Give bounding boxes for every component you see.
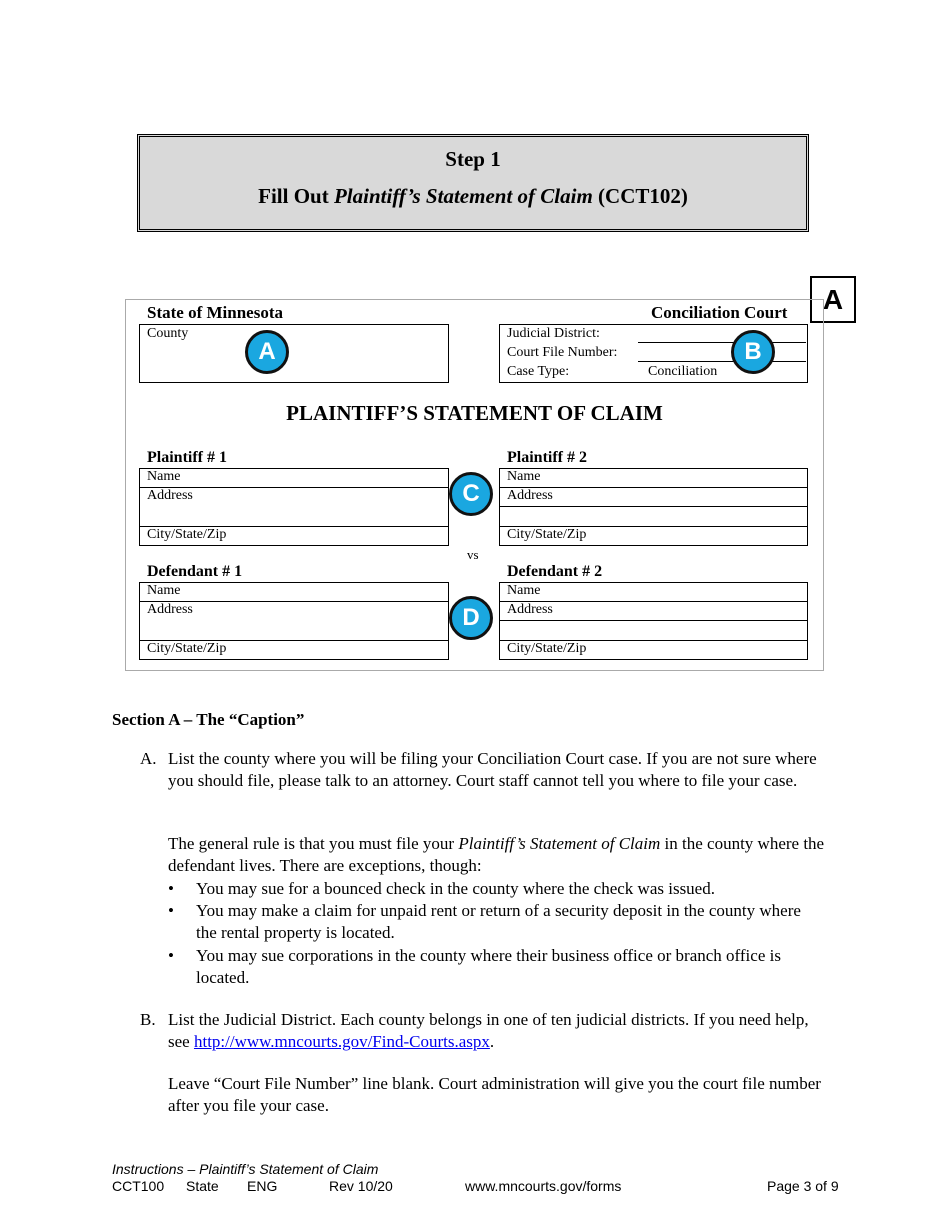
defendant-1-heading: Defendant # 1 [147, 563, 243, 580]
address-label: Address [507, 488, 553, 503]
step-instruction-suffix: (CCT102) [592, 184, 688, 208]
step-instruction [140, 184, 806, 209]
footer-revision: Rev 10/20 [329, 1178, 393, 1194]
versus-label: vs [467, 547, 479, 562]
defendant-1-fields [139, 582, 449, 660]
county-label: County [147, 326, 189, 341]
badge-d: D [449, 596, 493, 640]
item-b-text-prefix: List the Judicial District. Each county belongs in one of ten judicial districts. If you need help, see [168, 1010, 809, 1051]
name-label: Name [507, 583, 541, 598]
general-rule-prefix: The general rule is that you must file your [168, 834, 459, 853]
general-rule-paragraph [168, 833, 828, 877]
form-title: PLAINTIFF’S STATEMENT OF CLAIM [286, 401, 663, 425]
badge-a: A [245, 330, 289, 374]
general-rule-form-name: Plaintiff’s Statement of Claim [458, 834, 661, 853]
address-line-2 [140, 507, 448, 527]
section-heading: Section A – The “Caption” [112, 710, 305, 729]
item-b-text [168, 1009, 833, 1053]
step-instruction-prefix: Fill Out [258, 184, 334, 208]
address-row [140, 602, 448, 621]
leave-blank-paragraph: Leave “Court File Number” line blank. Court administration will give you the court file number after you file your case. [168, 1074, 821, 1115]
address-line-2 [140, 621, 448, 641]
name-row [140, 583, 448, 602]
address-line-2 [500, 621, 807, 641]
plaintiff-2-fields [499, 468, 808, 546]
name-row [140, 469, 448, 488]
footer-doc-title: Instructions – Plaintiff’s Statement of Claim [112, 1161, 379, 1177]
bullet-2-marker: • [168, 901, 174, 920]
court-file-number-line [638, 361, 806, 362]
city-label: City/State/Zip [507, 641, 587, 656]
judicial-district-line [638, 342, 806, 343]
name-label: Name [507, 469, 541, 484]
bullet-3-marker: • [168, 946, 174, 965]
step-banner [137, 134, 809, 232]
item-b-text-suffix: . [489, 1032, 495, 1051]
address-row [500, 602, 807, 621]
form-state-label: State of Minnesota [147, 303, 283, 322]
plaintiff-1-heading: Plaintiff # 1 [147, 449, 227, 466]
step-title: Step 1 [445, 147, 501, 171]
plaintiff-1-fields [139, 468, 449, 546]
plaintiff-2-heading: Plaintiff # 2 [507, 449, 587, 466]
footer-language: ENG [247, 1178, 278, 1194]
address-row [500, 488, 807, 507]
case-type-value: Conciliation [648, 364, 718, 379]
bullet-1-text: You may sue for a bounced check in the county where the check was issued. [196, 879, 715, 898]
city-row [140, 641, 448, 661]
general-rule-suffix: in the county where the defendant lives. There are exceptions, though: [168, 834, 825, 875]
city-row [140, 527, 448, 547]
name-label: Name [147, 583, 181, 598]
defendant-2-heading: Defendant # 2 [507, 563, 603, 580]
name-row [500, 469, 807, 488]
footer-code: CCT100 [112, 1178, 165, 1194]
bullet-2-text: You may make a claim for unpaid rent or return of a security deposit in the county where the rental property is located. [196, 901, 801, 942]
judicial-district-label: Judicial District: [507, 326, 600, 341]
city-label: City/State/Zip [147, 527, 227, 542]
badge-b: B [731, 330, 775, 374]
court-file-number-label: Court File Number: [507, 345, 618, 360]
address-row [140, 488, 448, 507]
form-court-label: Conciliation Court [651, 303, 788, 322]
address-label: Address [147, 602, 193, 617]
city-row [500, 527, 807, 547]
name-row [500, 583, 807, 602]
city-label: City/State/Zip [507, 527, 587, 542]
footer-state: State [186, 1178, 219, 1194]
defendant-2-fields [499, 582, 808, 660]
address-line-2 [500, 507, 807, 527]
city-row [500, 641, 807, 661]
address-label: Address [147, 488, 193, 503]
footer-page-number: Page 3 of 9 [767, 1178, 839, 1194]
case-type-label: Case Type: [507, 364, 570, 379]
footer-url: www.mncourts.gov/forms [465, 1178, 622, 1194]
name-label: Name [147, 469, 181, 484]
address-label: Address [507, 602, 553, 617]
city-label: City/State/Zip [147, 641, 227, 656]
item-b-marker: B. [140, 1010, 156, 1029]
section-tag: A [810, 276, 856, 323]
find-courts-link[interactable]: http://www.mncourts.gov/Find-Courts.aspx [193, 1032, 490, 1051]
bullet-3-text: You may sue corporations in the county where their business office or branch office is located. [196, 946, 781, 987]
step-instruction-form-name: Plaintiff’s Statement of Claim [333, 184, 593, 208]
badge-c: C [449, 472, 493, 516]
bullet-1-marker: • [168, 879, 174, 898]
item-a-marker: A. [140, 749, 157, 768]
item-a-text: List the county where you will be filing your Conciliation Court case. If you are not sure where you should file, please talk to an attorney. Court staff cannot tell you where to file your case. [168, 749, 817, 790]
